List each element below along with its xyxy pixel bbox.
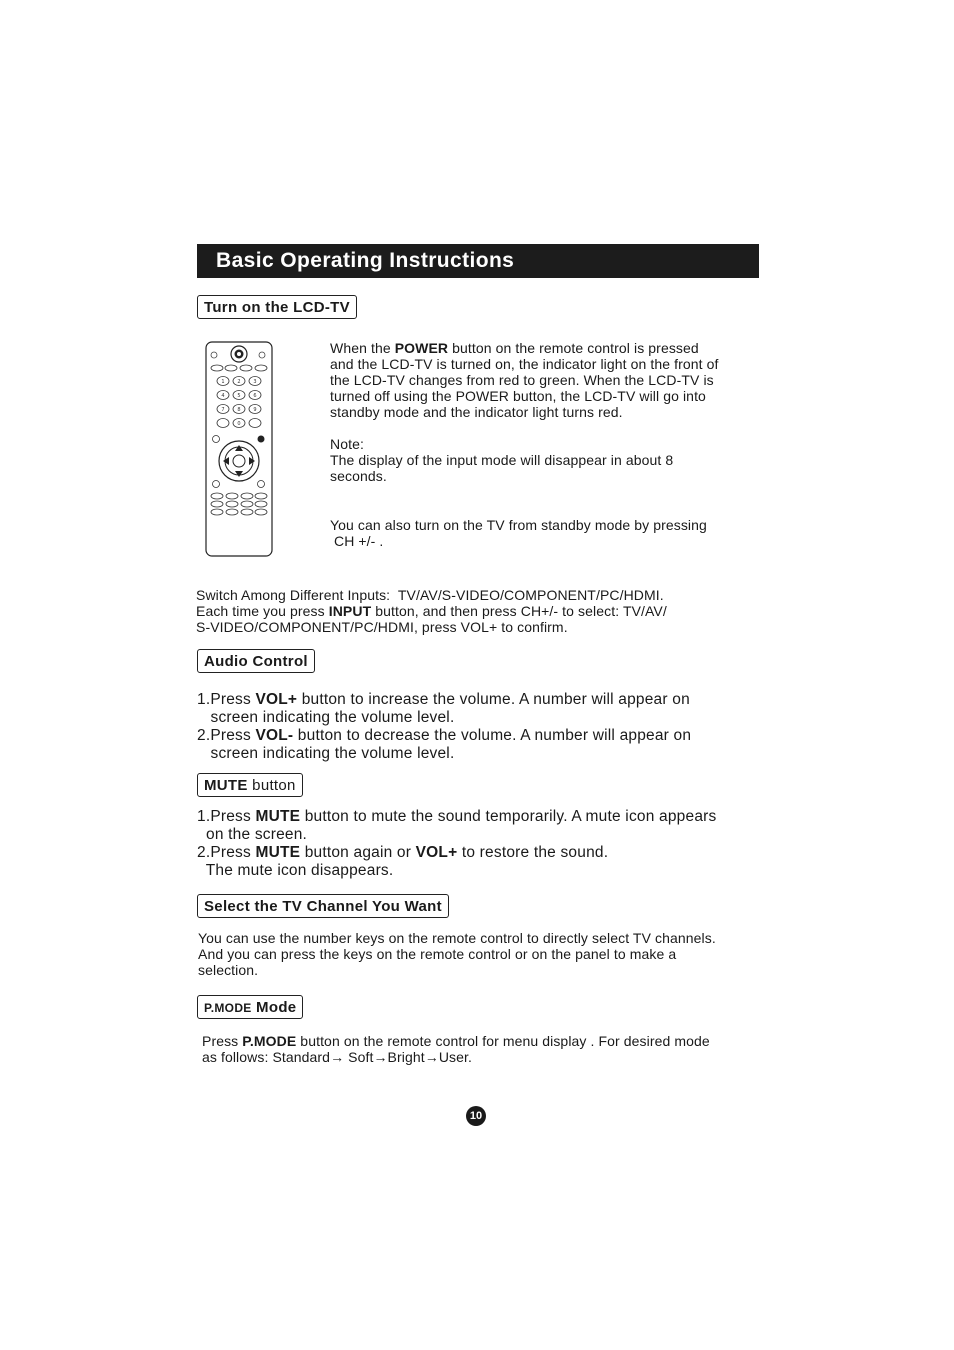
mute-instructions: 1.Press MUTE button to mute the sound temporarily. A mute icon appears on the screen. 2.Press MUTE button again or VOL+ to restore the sound. The mute icon disappears.	[197, 808, 717, 879]
channel-paragraph: You can use the number keys on the remote control to directly select TV channels. And you can press the keys on the remote control or on the panel to make a selection.	[198, 930, 716, 978]
mute-button-icon	[258, 436, 265, 443]
note-paragraph: Note: The display of the input mode will disappear in about 8 seconds.	[330, 436, 674, 484]
key-5: 5	[237, 393, 241, 399]
pmode-paragraph: Press P.MODE button on the remote control for menu display . For desired mode as follows: Standard→ Soft→Bright→User.	[202, 1033, 710, 1065]
key-8: 8	[237, 407, 241, 413]
section-heading-pmode: P.MODE Mode	[197, 995, 303, 1019]
section-heading-channel: Select the TV Channel You Want	[197, 894, 449, 918]
page-number: 10	[466, 1106, 486, 1126]
section-heading-mute: MUTE button	[197, 773, 303, 797]
key-0: 0	[237, 421, 241, 427]
key-4: 4	[221, 393, 225, 399]
page-title: Basic Operating Instructions	[197, 244, 759, 278]
power-paragraph: When the POWER button on the remote control is pressed and the LCD-TV is turned on, the indicator light on the front of the LCD-TV changes from red to green. When the LCD-TV is turned off using the POWER button, the LCD-TV will go into standby mode and the indicator light turns red.	[330, 340, 719, 420]
key-9: 9	[253, 407, 257, 413]
standby-paragraph: You can also turn on the TV from standby mode by pressing CH +/- .	[330, 517, 707, 549]
remote-control-illustration	[205, 341, 275, 559]
power-button-icon	[231, 346, 247, 362]
key-6: 6	[253, 393, 257, 399]
inputs-paragraph: Switch Among Different Inputs: TV/AV/S-VIDEO/COMPONENT/PC/HDMI. Each time you press INPUT button, and then press CH+/- to select: TV/AV/ S-VIDEO/COMPONENT/PC/HDMI, press VOL+ to confirm.	[196, 587, 667, 635]
audio-instructions: 1.Press VOL+ button to increase the volume. A number will appear on screen indicating the volume level. 2.Press VOL- button to decrease the volume. A number will appear on screen indicating the volume level.	[197, 691, 692, 762]
key-7: 7	[221, 407, 225, 413]
key-2: 2	[237, 379, 241, 385]
key-3: 3	[253, 379, 257, 385]
section-heading-turn-on: Turn on the LCD-TV	[197, 295, 357, 319]
navigation-dpad-icon	[219, 441, 259, 481]
key-1: 1	[221, 379, 225, 385]
section-heading-audio: Audio Control	[197, 649, 315, 673]
